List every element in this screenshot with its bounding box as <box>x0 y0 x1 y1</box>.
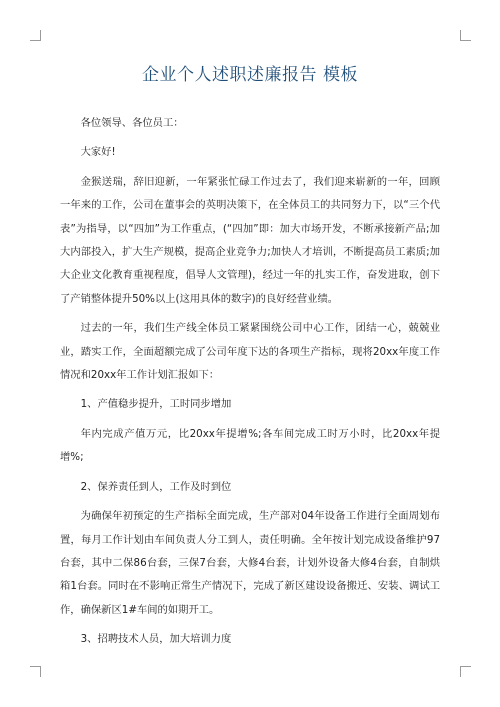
document-title: 企业个人述职述廉报告 模板 <box>142 65 358 85</box>
paragraph-section-2: 为确保年初预定的生产指标全面完成，生产部对04年设备工作进行全面周划布置，每月工作计划由车间负责人分工到人，责任明确。全年按计划完成设备维护97台套，其中二保86台套，三保7台套，大修4台套，计划外设备大修4台套，自制烘箱1台套。同时在不影响正常生产情况下，完成了新区建设设备搬迁、安装、调试工作，确保新区1#车间的如期开工。 <box>60 510 440 616</box>
paragraph-intro: 金猴送瑞，辞旧迎新，一年紧张忙碌工作过去了，我们迎来崭新的一年，回顾一年来的工作，公司在董事会的英明决策下，在全体员工的共同努力下，以“三个代表”为指导，以“四加”为工作重点，(“四加”即：加大市场开发，不断承接新产品;加大内部投入，扩大生产规模，提高企业竞争力;加快人才培训，不断提高员工素质;加大企业文化教育重视程度，倡导人文管理)，经过一年的扎实工作，奋发进取，创下了产销整体提升50%以上(这用具体的数字)的良好经营业绩。 <box>60 175 440 305</box>
crop-mark-top-left <box>30 30 41 41</box>
document-body <box>60 112 440 658</box>
paragraph-summary: 过去的一年，我们生产线全体员工紧紧围绕公司中心工作，团结一心，兢兢业业，踏实工作，全面超额完成了公司年度下达的各项生产指标，现将20xx年度工作情况和20xx年工作计划汇报如下： <box>60 322 440 382</box>
greeting: 大家好! <box>80 146 116 159</box>
crop-mark-bottom-left <box>30 666 41 677</box>
paragraph-section-1: 年内完成产值万元，比20xx年提增%;各车间完成工时万小时，比20xx年提增%; <box>60 427 440 464</box>
crop-mark-top-right <box>460 30 471 41</box>
section-heading-1: 1、产值稳步提升，工时同步增加 <box>80 398 232 411</box>
section-heading-2: 2、保养责任到人，工作及时到位 <box>80 480 232 493</box>
crop-mark-bottom-right <box>460 666 471 677</box>
salutation: 各位领导、各位员工： <box>80 117 184 129</box>
section-heading-3: 3、招聘技术人员，加大培训力度 <box>80 633 232 646</box>
